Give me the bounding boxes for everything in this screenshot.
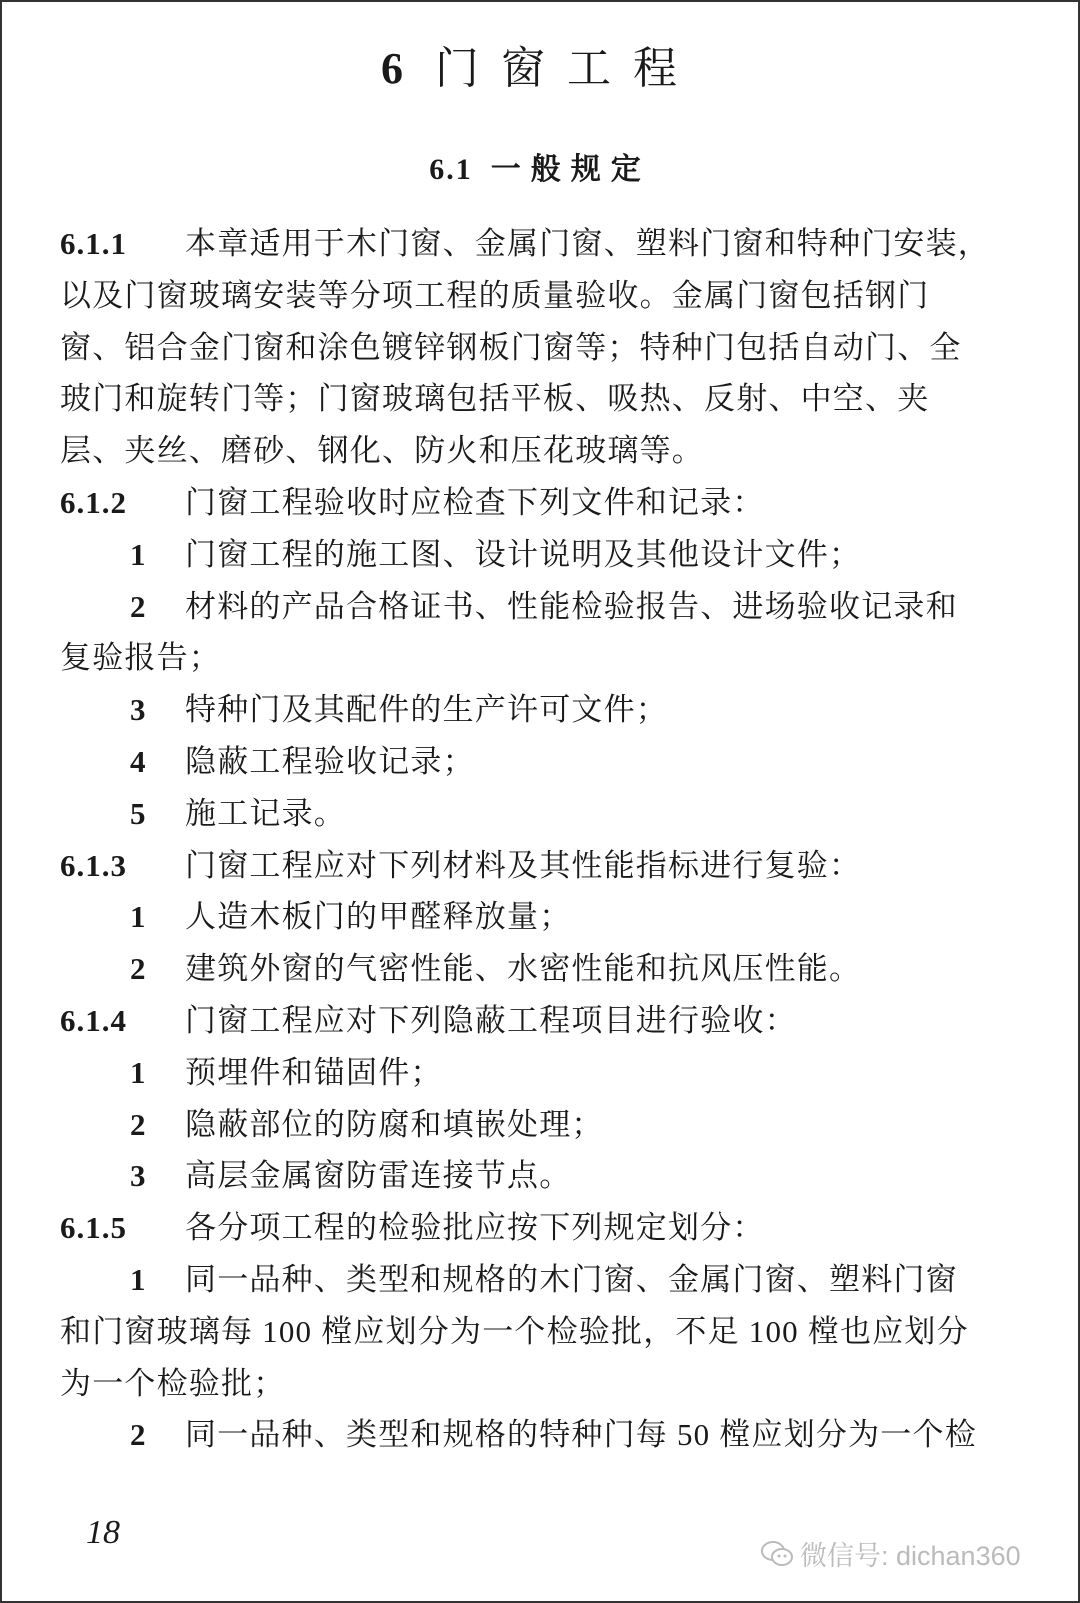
item-number: 2 [130,1106,147,1142]
item-number: 1 [130,1262,147,1297]
text-line [60,322,1026,374]
text-line [60,840,1026,892]
line-text: 复验报告； [60,640,221,676]
line-text: 高层金属窗防雷连接节点。 [185,1158,572,1194]
line-text: 同一品种、类型和规格的木门窗、金属门窗、塑料门窗 [185,1262,958,1297]
text-line [60,425,1026,477]
line-text: 门窗工程的施工图、设计说明及其他设计文件； [185,536,862,572]
item-number: 4 [130,744,147,779]
item-number: 1 [130,536,147,572]
line-text: 门窗工程验收时应检查下列文件和记录： [185,485,765,520]
text-line [130,1150,1026,1202]
text-line [130,1047,1026,1099]
line-text: 预埋件和锚固件； [185,1054,443,1090]
text-line [130,1099,1026,1151]
line-text: 各分项工程的检验批应按下列规定划分： [185,1210,765,1246]
chapter-title [2,32,1078,96]
line-text: 层、夹丝、磨砂、钢化、防火和压花玻璃等。 [60,433,704,469]
watermark [760,1534,1021,1573]
item-number: 2 [130,588,147,624]
line-text: 材料的产品合格证书、性能检验报告、进场验收记录和 [185,588,958,624]
clause-number: 6.1.4 [60,1003,127,1038]
text-line [60,632,1026,684]
line-text: 人造木板门的甲醛释放量； [185,899,572,935]
line-text: 同一品种、类型和规格的特种门每 50 樘应划分为一个检 [185,1417,977,1453]
text-line [60,270,1026,322]
item-number: 5 [130,795,147,831]
section-title-text: 一般规定 [490,153,651,186]
line-text: 本章适用于木门窗、金属门窗、塑料门窗和特种门安装， [185,226,990,261]
text-line [60,1306,1026,1358]
page-number: 18 [86,1514,120,1551]
text-line [60,995,1026,1047]
line-text: 玻门和旋转门等；门窗玻璃包括平板、吸热、反射、中空、夹 [60,381,930,417]
line-text: 以及门窗玻璃安装等分项工程的质量验收。金属门窗包括钢门 [60,277,930,313]
item-number: 2 [130,1417,147,1453]
clause-number: 6.1.1 [60,226,127,261]
item-number: 2 [130,951,147,987]
line-text: 门窗工程应对下列材料及其性能指标进行复验： [185,847,862,883]
line-text: 窗、铝合金门窗和涂色镀锌钢板门窗等；特种门包括自动门、全 [60,329,962,365]
text-line [60,1358,1026,1410]
line-text: 施工记录。 [185,795,346,831]
item-number: 3 [130,1158,147,1194]
section-heading [2,144,1078,188]
text-line [130,891,1026,943]
text-line [130,1409,1026,1461]
text-line [130,529,1026,581]
text-line [130,943,1026,995]
item-number: 1 [130,899,147,935]
clause-number: 6.1.5 [60,1210,127,1246]
watermark-text: 微信号: dichan360 [800,1541,1021,1571]
clause-number: 6.1.2 [60,485,127,520]
text-line [130,1254,1026,1306]
text-line [60,477,1026,529]
line-text: 特种门及其配件的生产许可文件； [185,692,668,728]
text-line [130,788,1026,840]
text-line [130,581,1026,633]
wechat-icon [760,1539,794,1569]
text-line [130,684,1026,736]
text-line [60,1202,1026,1254]
line-text: 为一个检验批； [60,1365,286,1401]
text-line [60,373,1026,425]
line-text: 隐蔽工程验收记录； [185,744,475,779]
text-line [130,736,1026,788]
chapter-title-text: 门窗工程 [435,44,699,93]
line-text: 隐蔽部位的防腐和填嵌处理； [185,1106,604,1142]
line-text: 门窗工程应对下列隐蔽工程项目进行验收： [185,1003,797,1038]
item-number: 3 [130,692,147,728]
section-number: 6.1 [429,153,473,186]
text-line [60,218,1026,270]
clause-number: 6.1.3 [60,847,127,883]
line-text: 建筑外窗的气密性能、水密性能和抗风压性能。 [185,951,862,987]
line-text: 和门窗玻璃每 100 樘应划分为一个检验批，不足 100 樘也应划分 [60,1313,969,1349]
item-number: 1 [130,1054,147,1090]
chapter-number: 6 [381,44,425,93]
